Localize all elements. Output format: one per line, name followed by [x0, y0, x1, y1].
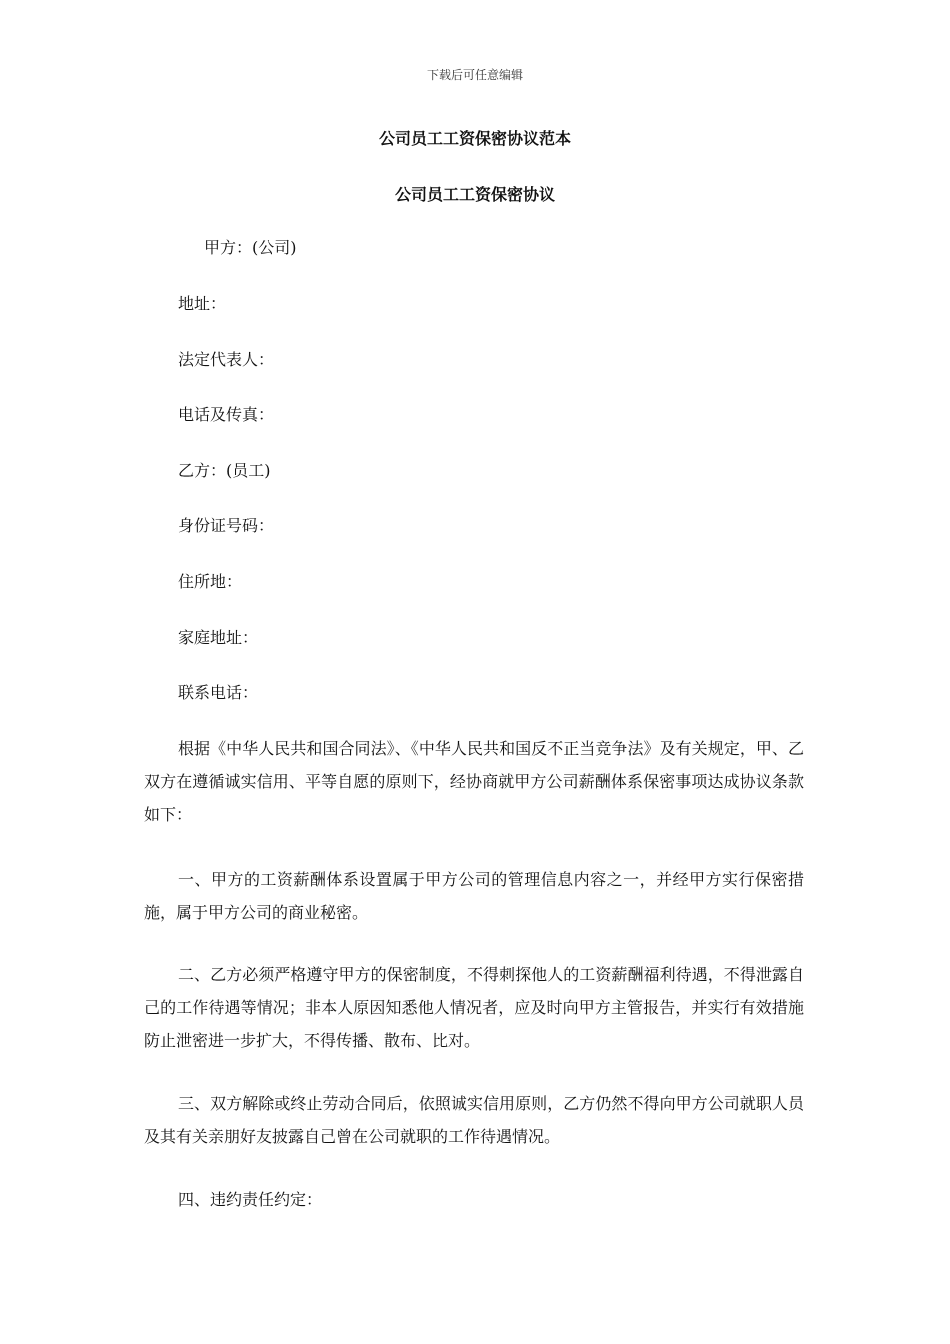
clause-1-paragraph: 一、甲方的工资薪酬体系设置属于甲方公司的管理信息内容之一，并经甲方实行保密措施，属于甲方公司的商业秘密。 — [144, 870, 804, 922]
clause-3-paragraph: 三、双方解除或终止劳动合同后，依照诚实信用原则，乙方仍然不得向甲方公司就职人员及其有关亲朋好友披露自己曾在公司就职的工作待遇情况。 — [144, 1094, 804, 1146]
id-number-field: 身份证号码： — [178, 516, 275, 535]
contact-phone-field: 联系电话： — [178, 683, 259, 702]
legal-rep-field: 法定代表人： — [178, 350, 275, 369]
document-title: 公司员工工资保密协议范本 — [378, 129, 571, 148]
clause-2-paragraph: 二、乙方必须严格遵守甲方的保密制度，不得刺探他人的工资薪酬福利待遇，不得泄露自己的工作待遇等情况；非本人原因知悉他人情况者，应及时向甲方主管报告，并实行有效措施防止泄密进一步扩大，不得传播、散布、比对。 — [144, 965, 804, 1050]
clause-4-paragraph: 四、违约责任约定： — [178, 1190, 323, 1209]
home-address-field: 家庭地址： — [178, 628, 259, 647]
phone-fax-field: 电话及传真： — [178, 405, 275, 424]
party-b-field: 乙方：(员工) — [178, 461, 271, 480]
residence-field: 住所地： — [178, 572, 243, 591]
address-field: 地址： — [178, 294, 227, 313]
agreement-title: 公司员工工资保密协议 — [394, 185, 555, 204]
party-a-field: 甲方：(公司) — [204, 238, 297, 257]
preamble-paragraph: 根据《中华人民共和国合同法》、《中华人民共和国反不正当竞争法》及有关规定，甲、乙双方在遵循诚实信用、平等自愿的原则下，经协商就甲方公司薪酬体系保密事项达成协议条款如下： — [144, 739, 804, 824]
header-note: 下载后可任意编辑 — [426, 68, 523, 82]
